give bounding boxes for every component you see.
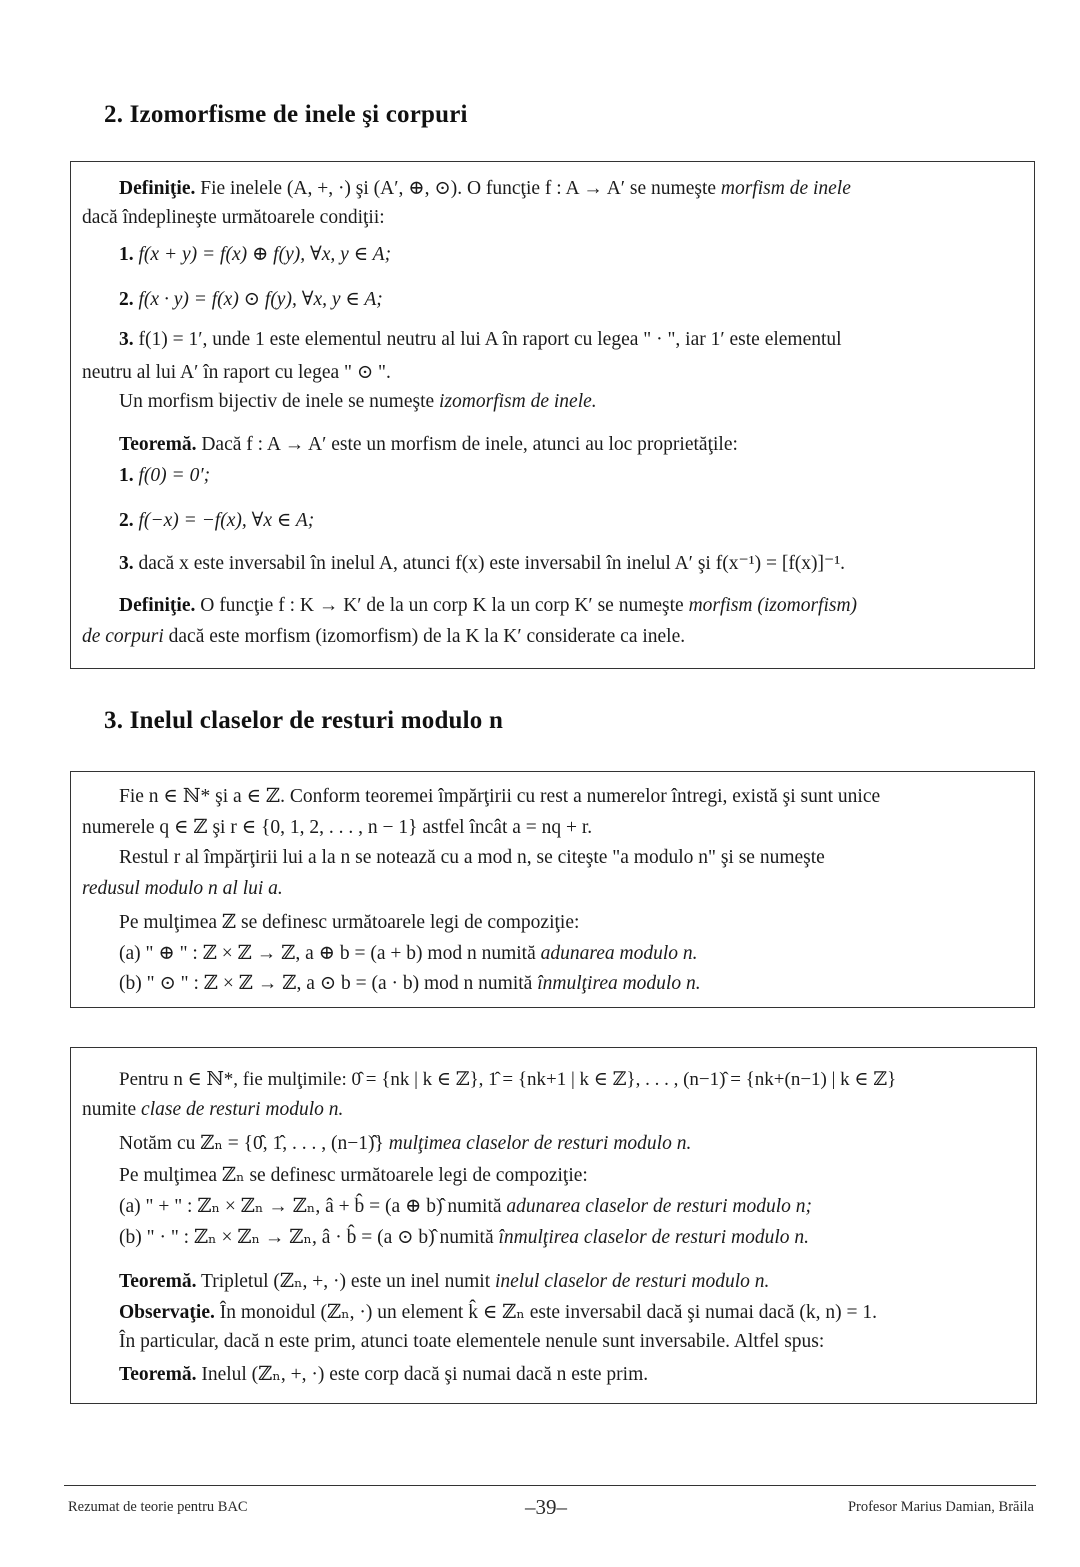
footer-right: Profesor Marius Damian, Brăila	[847, 1499, 1034, 1515]
theorem-zn-ring: Teoremă. Tripletul (ℤₙ, +, ·) este un inel numit inelul claselor de resturi modulo n.	[119, 1271, 770, 1292]
division-theorem-line-1: Fie n ∈ ℕ* şi a ∈ ℤ. Conform teoremei împărţirii cu rest a numerelor întregi, există şi sunt unice	[119, 786, 881, 807]
term-ring-morphism: morfism de inele	[720, 178, 851, 199]
term-field-morphism: morfism (izomorfism)	[688, 595, 858, 616]
property-1: 1. f(0) = 0′;	[119, 465, 211, 486]
law-class-addition: (a) " + " : ℤₙ × ℤₙ → ℤₙ, â + b̂ = (a ⊕ b)̂ numită adunarea claselor de resturi modulo n;	[119, 1196, 813, 1217]
zn-notation: Notăm cu ℤₙ = {0̂, 1̂, . . . , (n−1)̂} mulţimea claselor de resturi modulo n.	[119, 1133, 692, 1154]
theorem-label: Teoremă.	[119, 434, 197, 455]
remainder-notation-line-1: Restul r al împărţirii lui a la n se notează cu a mod n, se citeşte "a modulo n" şi se numeşte	[119, 847, 825, 868]
remainder-box	[70, 771, 1035, 1008]
residue-classes-definition: Pentru n ∈ ℕ*, fie mulţimile: 0̂ = {nk | k ∈ ℤ}, 1̂ = {nk+1 | k ∈ ℤ}, . . . , (n−1)̂ = {nk+(n−1) | k ∈ ℤ}	[119, 1069, 897, 1090]
section-title-2: 2. Izomorfisme de inele şi corpuri	[104, 101, 468, 128]
theorem-label: Teoremă.	[119, 1271, 197, 1292]
observation-label: Observaţie.	[119, 1302, 215, 1323]
residue-classes-box	[70, 1047, 1037, 1404]
footer-divider	[64, 1485, 1036, 1486]
definition-continuation: dacă îndeplineşte următoarele condiţii:	[82, 207, 385, 228]
residue-classes-name: numite clase de resturi modulo n.	[82, 1099, 344, 1120]
theorem-label: Teoremă.	[119, 1364, 197, 1385]
law-addition-modulo: (a) " ⊕ " : ℤ × ℤ → ℤ, a ⊕ b = (a + b) mod n numită adunarea modulo n.	[119, 943, 698, 964]
definition-label: Definiţie.	[119, 178, 196, 199]
property-2: 2. f(−x) = −f(x), ∀x ∈ A;	[119, 510, 315, 531]
condition-2: 2. f(x · y) = f(x) ⊙ f(y), ∀x, y ∈ A;	[119, 289, 383, 310]
condition-1: 1. f(x + y) = f(x) ⊕ f(y), ∀x, y ∈ A;	[119, 244, 392, 265]
theorem-zn-field: Teoremă. Inelul (ℤₙ, +, ·) este corp dacă şi numai dacă n este prim.	[119, 1364, 649, 1385]
page-number: –39–	[525, 1495, 567, 1519]
definition-ring-morphism: Definiţie. Fie inelele (A, +, ·) şi (A′, ⊕, ⊙). O funcţie f : A → A′ se numeşte morfism de inele	[119, 178, 851, 199]
theorem-morphism-properties: Teoremă. Dacă f : A → A′ este un morfism de inele, atunci au loc proprietăţile:	[119, 434, 738, 455]
definition-field-morphism: Definiţie. O funcţie f : K → K′ de la un corp K la un corp K′ se numeşte morfism (izomorfism)	[119, 595, 858, 616]
law-multiplication-modulo: (b) " ⊙ " : ℤ × ℤ → ℤ, a ⊙ b = (a · b) mod n numită înmulţirea modulo n.	[119, 973, 701, 994]
definition-field-continuation: de corpuri dacă este morfism (izomorfism) de la K la K′ considerate ca inele.	[82, 626, 686, 647]
definition-label: Definiţie.	[119, 595, 196, 616]
footer-left: Rezumat de teorie pentru BAC	[68, 1499, 248, 1515]
law-class-multiplication: (b) " · " : ℤₙ × ℤₙ → ℤₙ, â · b̂ = (a ⊙ b)̂ numită înmulţirea claselor de resturi modulo n.	[119, 1227, 810, 1248]
section-title-3: 3. Inelul claselor de resturi modulo n	[104, 707, 504, 734]
condition-3: 3. f(1) = 1′, unde 1 este elementul neutru al lui A în raport cu legea " · ", iar 1′ este elementul	[119, 329, 842, 350]
division-theorem-line-2: numerele q ∈ ℤ şi r ∈ {0, 1, 2, . . . , n − 1} astfel încât a = nq + r.	[82, 817, 593, 838]
zn-composition-laws-intro: Pe mulţimea ℤₙ se definesc următoarele legi de compoziţie:	[119, 1165, 588, 1186]
isomorphism-definition: Un morfism bijectiv de inele se numeşte izomorfism de inele.	[119, 391, 597, 412]
property-3: 3. dacă x este inversabil în inelul A, atunci f(x) este inversabil în inelul A′ şi f(x⁻¹) = [f(x)]⁻¹.	[119, 553, 846, 574]
observation-invertible: Observaţie. În monoidul (ℤₙ, ·) un element k̂ ∈ ℤₙ este inversabil dacă şi numai dacă (k, n) = 1.	[119, 1302, 877, 1323]
observation-continuation: În particular, dacă n este prim, atunci toate elementele nenule sunt inversabile. Altfel spus:	[119, 1331, 825, 1352]
definition-box-ring-morphism	[70, 161, 1035, 669]
term-reduced-modulo: redusul modulo n al lui a.	[82, 878, 283, 899]
condition-3-continuation: neutru al lui A′ în raport cu legea " ⊙ ".	[82, 362, 391, 383]
term-ring-isomorphism: izomorfism de inele.	[439, 391, 597, 412]
composition-laws-intro: Pe mulţimea ℤ se definesc următoarele legi de compoziţie:	[119, 912, 580, 933]
